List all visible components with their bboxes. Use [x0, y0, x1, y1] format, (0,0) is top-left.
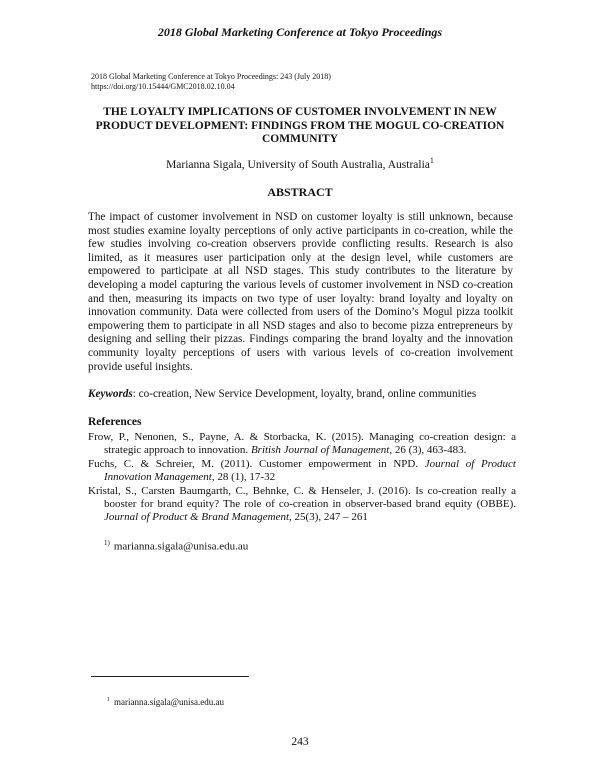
reference-journal: Journal of Product & Brand Management — [104, 511, 290, 524]
reference-item: Frow, P., Nenonen, S., Payne, A. & Storbacka, K. (2015). Managing co-creation design: a strategic approach to innovation. British Journal of Management, 26 (3), 463-483. — [88, 431, 516, 457]
references-heading: References — [88, 416, 142, 428]
references-list — [88, 431, 516, 525]
author-name: Marianna Sigala, University of South Australia, Australia — [166, 158, 430, 171]
page-footnote-mark: 1 — [107, 697, 110, 703]
page-footnote-email[interactable]: marianna.sigala@unisa.edu.au — [114, 697, 224, 707]
footnote-divider — [91, 676, 249, 677]
abstract-body: The impact of customer involvement in NSD on customer loyalty is still unknown, because most studies examine loyalty perceptions of only active participants in co-creation, while the few studies involving co-creation observers provide conflicting results. Research is also limited, as it measures user participation only at the design level, while customers are empowered to participate at all NSD stages. This study contributes to the literature by developing a model capturing the various levels of customer involvement in NSD co-creation and then, measuring its impacts on two type of user loyalty: brand loyalty and loyalty on innovation community. Data were collected from users of the Domino’s Mogul pizza toolkit empowering them to participate in all NSD stages and also to become pizza entrepreneurs by designing and selling their pizzas. Findings comparing the brand loyalty and the innovation community loyalty perceptions of users with various levels of co-creation involvement provide useful insights. — [88, 211, 513, 373]
author-footnote-mark: 1 — [429, 156, 434, 165]
abstract-heading: ABSTRACT — [267, 185, 333, 199]
reference-journal: British Journal of Management — [250, 444, 390, 457]
keywords-line — [88, 388, 518, 402]
paper-title: THE LOYALTY IMPLICATIONS OF CUSTOMER INVOLVEMENT IN NEW PRODUCT DEVELOPMENT: FINDINGS FROM THE MOGUL CO-CREATION COMMUNITY — [95, 106, 505, 145]
running-head: 2018 Global Marketing Conference at Tokyo Proceedings — [157, 25, 443, 39]
page-footnote — [107, 697, 224, 707]
page-number: 243 — [291, 736, 309, 748]
reference-item: Fuchs, C. & Schreier, M. (2011). Customer empowerment in NPD. Journal of Product Innovation Management, 28 (1), 17-32 — [88, 457, 516, 484]
keywords-text: : co-creation, New Service Development, loyalty, brand, online communities — [132, 388, 477, 400]
inline-footnote — [104, 537, 248, 554]
citation-line: 2018 Global Marketing Conference at Tokyo Proceedings: 243 (July 2018) — [91, 72, 331, 81]
author-line — [0, 156, 600, 171]
doi-line[interactable]: https://doi.org/10.15444/GMC2018.02.10.04 — [91, 82, 235, 91]
reference-item: Kristal, S., Carsten Baumgarth, C., Behnke, C. & Henseler, J. (2016). Is co-creation really a booster for brand equity? The role of co-creation in observer-based brand equity (OBBE). Journal of Product & Brand Management, 25(3), 247 – 261 — [88, 484, 516, 524]
inline-footnote-email[interactable]: marianna.sigala@unisa.edu.au — [113, 540, 249, 553]
inline-footnote-mark: 1) — [104, 539, 110, 547]
reference-journal: Journal of Product Innovation Management — [104, 457, 516, 484]
keywords-label: Keywords — [88, 388, 133, 400]
